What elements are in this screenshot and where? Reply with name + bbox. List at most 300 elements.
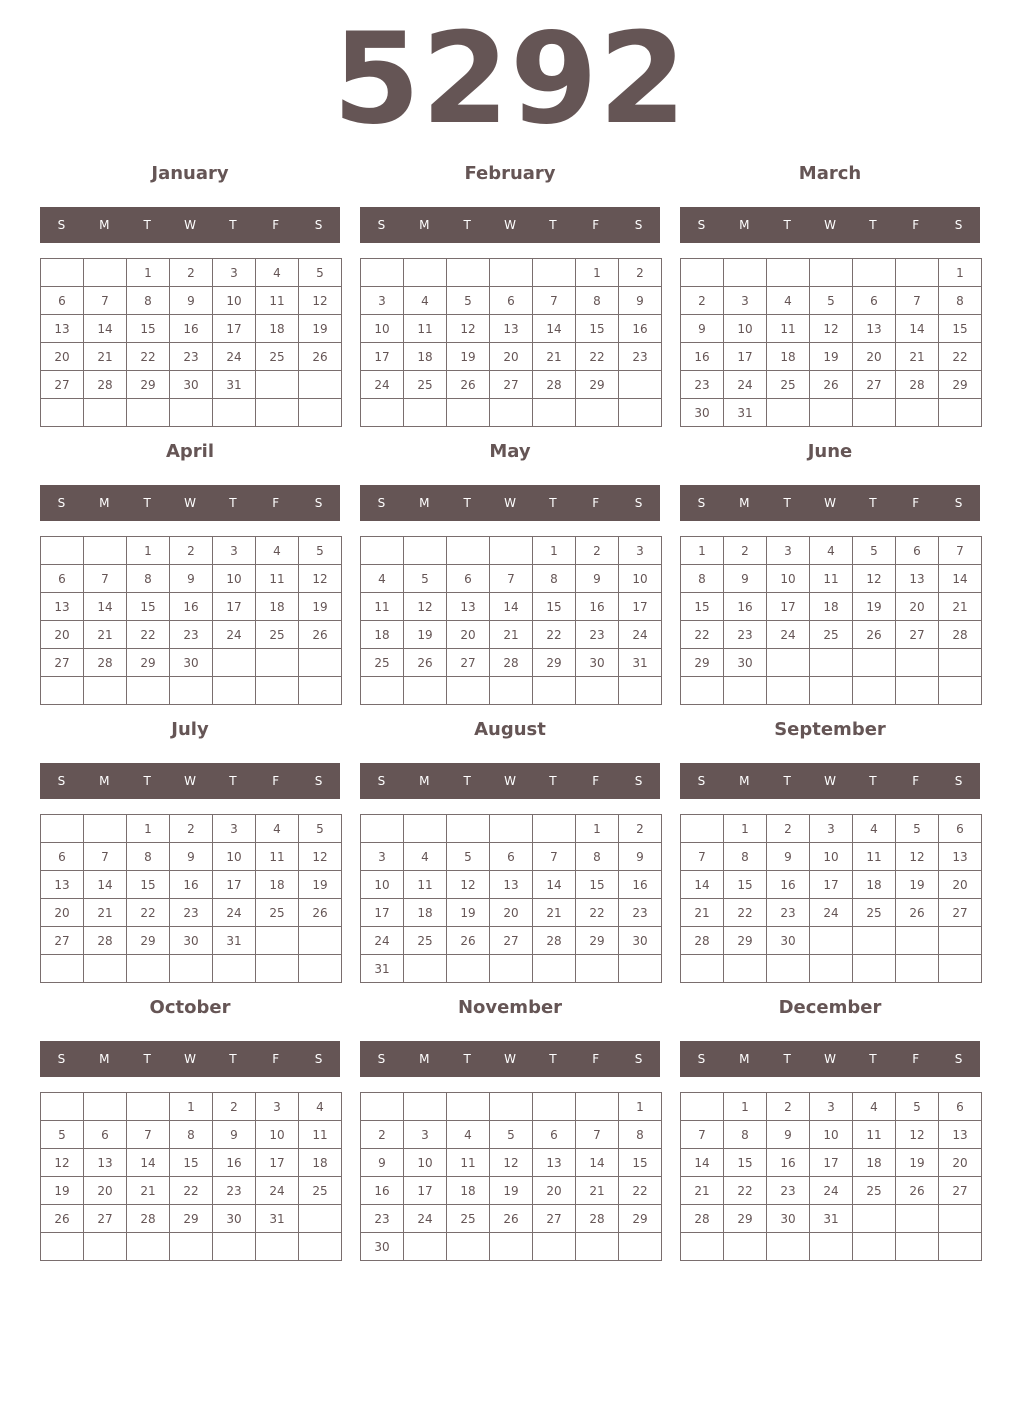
- day-cell: 7: [127, 1121, 170, 1149]
- weekday-label: M: [99, 496, 110, 510]
- day-cell: [213, 649, 256, 677]
- day-cell: [490, 955, 533, 983]
- day-cell: [361, 399, 404, 427]
- weekday-label: M: [739, 774, 750, 788]
- week-row: [361, 899, 662, 927]
- day-cell: 29: [619, 1205, 662, 1233]
- week-row: [41, 371, 342, 399]
- weekday-label: F: [272, 496, 280, 510]
- weekday-label: T: [549, 496, 557, 510]
- day-cell: 8: [681, 565, 724, 593]
- day-cell: 16: [619, 315, 662, 343]
- day-cell: 30: [767, 1205, 810, 1233]
- day-cell: 13: [853, 315, 896, 343]
- day-cell: 9: [213, 1121, 256, 1149]
- day-cell: 28: [127, 1205, 170, 1233]
- weekday-label: S: [954, 774, 963, 788]
- day-cell: 13: [84, 1149, 127, 1177]
- week-row: [41, 899, 342, 927]
- weekday-label: S: [634, 218, 643, 232]
- day-cell: [533, 1093, 576, 1121]
- day-cell: 22: [576, 899, 619, 927]
- week-row: [681, 843, 982, 871]
- day-cell: [127, 955, 170, 983]
- weekday-label: M: [739, 1052, 750, 1066]
- day-cell: [84, 1233, 127, 1261]
- day-cell: 21: [533, 899, 576, 927]
- day-cell: 12: [447, 871, 490, 899]
- day-cell: 16: [361, 1177, 404, 1205]
- day-cell: 17: [213, 315, 256, 343]
- day-cell: 9: [681, 315, 724, 343]
- week-row: [41, 1121, 342, 1149]
- day-cell: 26: [299, 343, 342, 371]
- day-cell: 23: [170, 899, 213, 927]
- day-cell: 29: [576, 371, 619, 399]
- day-cell: 19: [404, 621, 447, 649]
- day-cell: 26: [853, 621, 896, 649]
- week-row: [361, 399, 662, 427]
- day-cell: 29: [681, 649, 724, 677]
- day-cell: 8: [576, 843, 619, 871]
- day-cell: 19: [853, 593, 896, 621]
- weekday-label: T: [143, 774, 151, 788]
- day-cell: [810, 677, 853, 705]
- weekday-label: M: [419, 496, 430, 510]
- weekday-header: [680, 207, 980, 243]
- day-cell: 14: [490, 593, 533, 621]
- week-row: [41, 621, 342, 649]
- day-cell: 9: [724, 565, 767, 593]
- day-cell: [361, 677, 404, 705]
- day-cell: [576, 1233, 619, 1261]
- week-row: [361, 371, 662, 399]
- day-cell: 29: [170, 1205, 213, 1233]
- day-cell: [533, 1233, 576, 1261]
- day-cell: 25: [447, 1205, 490, 1233]
- day-cell: 18: [767, 343, 810, 371]
- day-cell: [533, 815, 576, 843]
- day-cell: 22: [724, 1177, 767, 1205]
- week-row: [361, 871, 662, 899]
- day-cell: 4: [404, 843, 447, 871]
- day-cell: 29: [724, 1205, 767, 1233]
- day-cell: [84, 677, 127, 705]
- weekday-label: M: [99, 218, 110, 232]
- day-cell: 8: [170, 1121, 213, 1149]
- day-cell: 30: [576, 649, 619, 677]
- day-cell: [447, 537, 490, 565]
- week-row: [361, 287, 662, 315]
- day-cell: 7: [533, 843, 576, 871]
- day-cell: [853, 399, 896, 427]
- day-cell: 15: [127, 593, 170, 621]
- day-cell: 22: [681, 621, 724, 649]
- day-cell: [896, 649, 939, 677]
- day-cell: 14: [681, 871, 724, 899]
- day-cell: 27: [41, 927, 84, 955]
- day-cell: 11: [810, 565, 853, 593]
- weekday-label: M: [419, 1052, 430, 1066]
- week-row: [681, 1121, 982, 1149]
- day-cell: 3: [213, 815, 256, 843]
- day-cell: 27: [41, 371, 84, 399]
- day-cell: [256, 1233, 299, 1261]
- day-cell: 7: [533, 287, 576, 315]
- day-cell: 11: [299, 1121, 342, 1149]
- day-cell: [404, 537, 447, 565]
- day-cell: 7: [681, 843, 724, 871]
- day-cell: 9: [619, 843, 662, 871]
- week-row: [41, 315, 342, 343]
- day-cell: [170, 1233, 213, 1261]
- day-cell: [41, 1233, 84, 1261]
- day-cell: 9: [170, 287, 213, 315]
- month-name: October: [149, 997, 231, 1018]
- day-cell: 2: [619, 815, 662, 843]
- day-cell: [170, 955, 213, 983]
- day-cell: [490, 677, 533, 705]
- day-cell: 6: [447, 565, 490, 593]
- day-cell: 13: [447, 593, 490, 621]
- day-cell: [404, 1233, 447, 1261]
- day-cell: 10: [810, 843, 853, 871]
- day-cell: 5: [447, 843, 490, 871]
- day-grid: [360, 258, 662, 427]
- weekday-label: F: [592, 496, 600, 510]
- weekday-label: F: [272, 774, 280, 788]
- day-cell: 8: [939, 287, 982, 315]
- day-cell: 1: [170, 1093, 213, 1121]
- month-name: April: [165, 441, 215, 462]
- weekday-label: T: [869, 1052, 877, 1066]
- day-cell: 20: [939, 871, 982, 899]
- day-cell: [767, 1233, 810, 1261]
- day-cell: 7: [84, 565, 127, 593]
- day-cell: 15: [724, 1149, 767, 1177]
- day-cell: [939, 1233, 982, 1261]
- day-cell: 12: [896, 1121, 939, 1149]
- weekday-label: M: [419, 218, 430, 232]
- day-cell: [896, 399, 939, 427]
- day-cell: 11: [361, 593, 404, 621]
- day-cell: 22: [724, 899, 767, 927]
- day-cell: 27: [490, 927, 533, 955]
- day-cell: 12: [896, 843, 939, 871]
- day-cell: 29: [939, 371, 982, 399]
- day-cell: 18: [299, 1149, 342, 1177]
- day-cell: 8: [619, 1121, 662, 1149]
- day-cell: 26: [299, 899, 342, 927]
- week-row: [361, 1149, 662, 1177]
- day-cell: [41, 537, 84, 565]
- day-cell: [361, 537, 404, 565]
- weekday-label: T: [229, 218, 237, 232]
- day-cell: 28: [84, 649, 127, 677]
- day-cell: 23: [767, 1177, 810, 1205]
- day-cell: 25: [256, 899, 299, 927]
- day-cell: 6: [41, 843, 84, 871]
- day-cell: 30: [213, 1205, 256, 1233]
- day-cell: 25: [404, 927, 447, 955]
- day-cell: 25: [810, 621, 853, 649]
- week-row: [361, 1177, 662, 1205]
- day-cell: 14: [681, 1149, 724, 1177]
- day-cell: 5: [490, 1121, 533, 1149]
- weekday-label: T: [463, 774, 471, 788]
- day-cell: 3: [724, 287, 767, 315]
- day-cell: 11: [447, 1149, 490, 1177]
- day-cell: 18: [447, 1177, 490, 1205]
- day-cell: 8: [724, 843, 767, 871]
- day-cell: 21: [681, 899, 724, 927]
- day-cell: 15: [681, 593, 724, 621]
- weekday-label: W: [184, 1052, 196, 1066]
- day-cell: 2: [619, 259, 662, 287]
- day-cell: [213, 1233, 256, 1261]
- day-cell: 2: [767, 815, 810, 843]
- day-grid: [40, 536, 342, 705]
- day-cell: 12: [299, 287, 342, 315]
- day-cell: 25: [361, 649, 404, 677]
- day-cell: [256, 371, 299, 399]
- day-cell: 20: [490, 899, 533, 927]
- day-cell: [404, 815, 447, 843]
- day-cell: 17: [619, 593, 662, 621]
- day-cell: 24: [404, 1205, 447, 1233]
- weekday-label: S: [377, 1052, 386, 1066]
- day-cell: 1: [576, 815, 619, 843]
- weekday-label: F: [912, 496, 920, 510]
- weekday-label: T: [549, 774, 557, 788]
- day-cell: 6: [939, 815, 982, 843]
- day-cell: 17: [404, 1177, 447, 1205]
- weekday-label: T: [229, 496, 237, 510]
- day-cell: 19: [41, 1177, 84, 1205]
- day-cell: [576, 1093, 619, 1121]
- weekday-label: W: [824, 1052, 836, 1066]
- day-cell: 27: [853, 371, 896, 399]
- day-cell: [767, 677, 810, 705]
- day-cell: 22: [939, 343, 982, 371]
- week-row: [681, 621, 982, 649]
- day-cell: 27: [41, 649, 84, 677]
- day-cell: [853, 649, 896, 677]
- day-cell: [533, 259, 576, 287]
- day-cell: 29: [127, 927, 170, 955]
- day-cell: [681, 677, 724, 705]
- day-cell: 5: [299, 259, 342, 287]
- day-cell: 30: [170, 649, 213, 677]
- day-cell: 23: [576, 621, 619, 649]
- day-grid: [40, 258, 342, 427]
- month-name: May: [489, 441, 531, 462]
- weekday-label: T: [783, 774, 791, 788]
- day-cell: 17: [256, 1149, 299, 1177]
- day-cell: 23: [213, 1177, 256, 1205]
- day-cell: 7: [84, 287, 127, 315]
- day-cell: 16: [619, 871, 662, 899]
- day-cell: 20: [41, 621, 84, 649]
- day-cell: [361, 1093, 404, 1121]
- weekday-label: S: [57, 774, 66, 788]
- week-row: [361, 315, 662, 343]
- day-cell: 6: [939, 1093, 982, 1121]
- day-cell: 17: [810, 1149, 853, 1177]
- day-cell: 10: [213, 843, 256, 871]
- day-cell: [404, 955, 447, 983]
- day-cell: [299, 677, 342, 705]
- day-cell: 6: [41, 287, 84, 315]
- day-cell: 1: [533, 537, 576, 565]
- day-cell: [767, 399, 810, 427]
- day-cell: 22: [619, 1177, 662, 1205]
- day-cell: 1: [724, 1093, 767, 1121]
- day-cell: 24: [810, 1177, 853, 1205]
- day-cell: 23: [619, 343, 662, 371]
- day-cell: 17: [361, 343, 404, 371]
- day-cell: [896, 955, 939, 983]
- day-cell: 23: [681, 371, 724, 399]
- day-cell: 20: [939, 1149, 982, 1177]
- day-cell: [810, 649, 853, 677]
- day-cell: 26: [447, 371, 490, 399]
- day-cell: 10: [213, 565, 256, 593]
- day-cell: 21: [84, 343, 127, 371]
- day-cell: 26: [810, 371, 853, 399]
- day-cell: [619, 955, 662, 983]
- day-cell: 4: [447, 1121, 490, 1149]
- day-cell: 27: [84, 1205, 127, 1233]
- week-row: [361, 259, 662, 287]
- weekday-label: S: [954, 1052, 963, 1066]
- week-row: [681, 1177, 982, 1205]
- day-cell: 20: [896, 593, 939, 621]
- day-cell: 19: [447, 343, 490, 371]
- day-cell: 1: [939, 259, 982, 287]
- day-cell: [299, 371, 342, 399]
- day-cell: 26: [41, 1205, 84, 1233]
- day-cell: 8: [533, 565, 576, 593]
- day-cell: 9: [767, 1121, 810, 1149]
- day-cell: 10: [724, 315, 767, 343]
- weekday-label: S: [377, 218, 386, 232]
- day-cell: 24: [361, 371, 404, 399]
- day-cell: 21: [681, 1177, 724, 1205]
- week-row: [361, 343, 662, 371]
- day-cell: 10: [361, 871, 404, 899]
- day-cell: [127, 1233, 170, 1261]
- weekday-label: S: [697, 496, 706, 510]
- week-row: [681, 343, 982, 371]
- day-cell: [84, 955, 127, 983]
- day-cell: [256, 955, 299, 983]
- day-cell: [41, 399, 84, 427]
- day-cell: [170, 677, 213, 705]
- week-row: [681, 259, 982, 287]
- day-cell: 14: [939, 565, 982, 593]
- day-cell: 20: [533, 1177, 576, 1205]
- day-cell: 5: [896, 1093, 939, 1121]
- day-cell: 7: [681, 1121, 724, 1149]
- day-cell: 22: [127, 899, 170, 927]
- day-cell: [939, 955, 982, 983]
- day-cell: [41, 1093, 84, 1121]
- day-cell: [724, 955, 767, 983]
- day-cell: [490, 259, 533, 287]
- week-row: [361, 565, 662, 593]
- day-cell: [170, 399, 213, 427]
- week-row: [681, 955, 982, 983]
- weekday-header: [40, 763, 340, 799]
- weekday-label: M: [99, 1052, 110, 1066]
- day-cell: 17: [810, 871, 853, 899]
- day-cell: [619, 677, 662, 705]
- day-cell: 3: [810, 815, 853, 843]
- day-cell: 31: [724, 399, 767, 427]
- day-cell: 28: [84, 371, 127, 399]
- month-name: March: [798, 163, 862, 184]
- weekday-header: [40, 207, 340, 243]
- day-cell: 18: [256, 593, 299, 621]
- day-cell: 10: [256, 1121, 299, 1149]
- day-cell: 28: [490, 649, 533, 677]
- day-cell: [447, 1093, 490, 1121]
- day-cell: 1: [127, 815, 170, 843]
- day-cell: 28: [533, 927, 576, 955]
- day-cell: 10: [619, 565, 662, 593]
- week-row: [681, 677, 982, 705]
- day-cell: 17: [213, 871, 256, 899]
- month-name: February: [464, 163, 556, 184]
- day-cell: 26: [490, 1205, 533, 1233]
- week-row: [681, 871, 982, 899]
- day-cell: [299, 399, 342, 427]
- day-cell: 1: [724, 815, 767, 843]
- day-cell: 21: [896, 343, 939, 371]
- weekday-label: M: [739, 218, 750, 232]
- day-cell: 8: [127, 843, 170, 871]
- day-cell: 23: [767, 899, 810, 927]
- day-cell: 14: [127, 1149, 170, 1177]
- week-row: [41, 1149, 342, 1177]
- day-cell: [490, 537, 533, 565]
- day-cell: [490, 1093, 533, 1121]
- weekday-label: S: [314, 496, 323, 510]
- day-cell: 21: [490, 621, 533, 649]
- day-cell: 21: [576, 1177, 619, 1205]
- day-cell: 13: [41, 593, 84, 621]
- day-cell: 6: [84, 1121, 127, 1149]
- day-cell: 6: [533, 1121, 576, 1149]
- day-cell: [299, 1233, 342, 1261]
- day-cell: 3: [361, 843, 404, 871]
- week-row: [681, 1093, 982, 1121]
- weekday-label: S: [954, 218, 963, 232]
- day-cell: 30: [724, 649, 767, 677]
- day-cell: 12: [853, 565, 896, 593]
- day-cell: 13: [896, 565, 939, 593]
- day-cell: [619, 1233, 662, 1261]
- day-cell: 2: [170, 815, 213, 843]
- day-cell: [127, 1093, 170, 1121]
- day-cell: 19: [896, 1149, 939, 1177]
- day-grid: [40, 814, 342, 983]
- day-cell: 13: [939, 843, 982, 871]
- day-cell: 9: [361, 1149, 404, 1177]
- day-cell: 28: [681, 1205, 724, 1233]
- day-cell: [724, 677, 767, 705]
